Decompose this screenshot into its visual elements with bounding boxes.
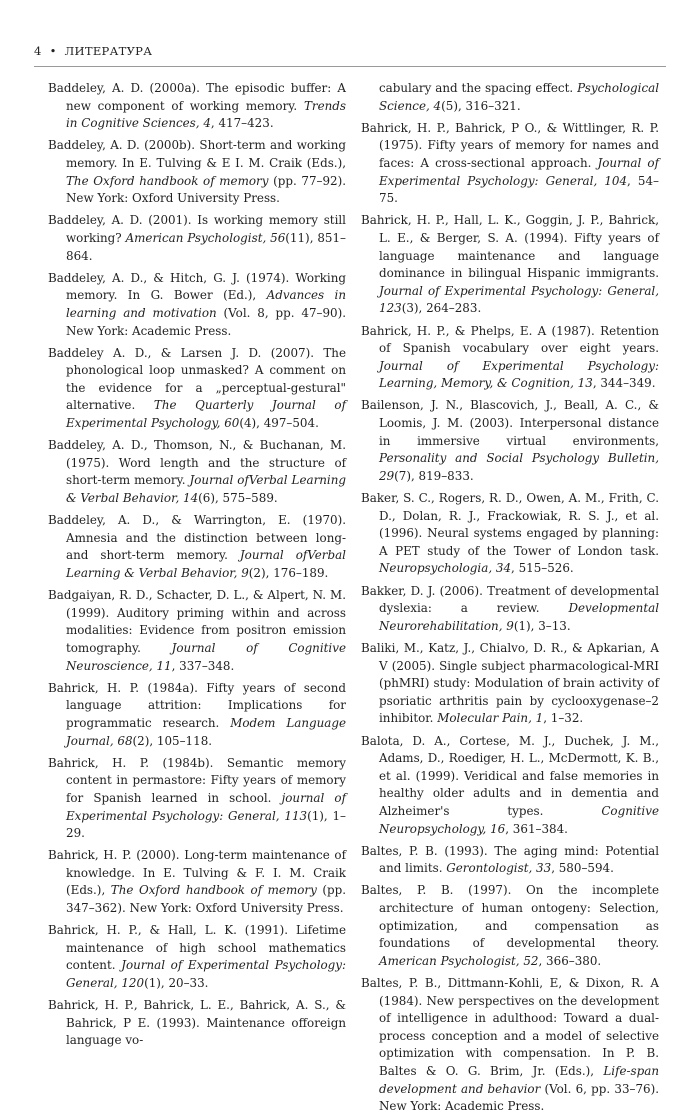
reference-entry: Bahrick, H. P., Hall, L. K., Goggin, J. P., Bahrick, L. E., & Berger, S. A. (1994). Fifty years of language maintenance and language dominance in bilingual Hispanic immigrants. Journal of Experimental Psychology: General, 123(3), 264–283. xyxy=(361,213,659,316)
reference-entry-continuation: cabulary and the spacing effect. Psychological Science, 4(5), 316–321. xyxy=(379,81,659,113)
reference-entry: Bahrick, H. P. (1984a). Fifty years of second language attrition: Implications for programmatic research. Modem Language Journal, 68(2), 105–118. xyxy=(48,680,346,748)
reference-entry: Bailenson, J. N., Blascovich, J., Beall, A. C., & Loomis, J. M. (2003). Interpersonal distance in immersive virtual environments, Personality and Social Psychology Bulletin, 29(7), 819–833. xyxy=(361,398,659,483)
reference-entry: Baddeley, A. D. (2000a). The episodic buffer: A new component of working memory. Trends in Cognitive Sciences, 4, 417–423. xyxy=(48,81,346,131)
reference-entry: Bahrick, H. P., & Hall, L. K. (1991). Lifetime maintenance of high school mathematics content. Journal of Experimental Psychology: General, 120(1), 20–33. xyxy=(48,923,346,991)
right-column xyxy=(361,80,659,1120)
reference-entry: Bahrick, H. P. (2000). Long-term maintenance of knowledge. In E. Tulving & F. I. M. Craik (Eds.), The Oxford handbook of memory (pp. 347–362). New York: Oxford University Press. xyxy=(48,848,347,916)
reference-entry: Bahrick, H. P., Bahrick, P O., & Wittlinger, R. P. (1975). Fifty years of memory for names and faces: A cross-sectional approach. Journal of Experimental Psychology: General, 104, 54–75. xyxy=(361,120,659,206)
reference-entry: Bahrick, H. P., & Phelps, E. A (1987). Retention of Spanish vocabulary over eight years. Journal of Experimental Psychology: Learning, Memory, & Cognition, 13, 344–349. xyxy=(361,323,659,391)
reference-entry: Baddeley, A. D. (2000b). Short-term and working memory. In E. Tulving & E I. M. Craik (Eds.), The Oxford handbook of memory (pp. 77–92). New York: Oxford University Press. xyxy=(48,138,346,206)
reference-entry: Baddeley, A. D., Thomson, N., & Buchanan, M. (1975). Word length and the structure of short-term memory. Journal ofVerbal Learning & Verbal Behavior, 14(6), 575–589. xyxy=(48,438,346,506)
reference-entry: Baltes, P. B. (1997). On the incomplete architecture of human ontogeny: Selection, optimization, and compensation as foundations of developmental theory. American Psychologist, 52, 366–380. xyxy=(361,883,659,968)
header-separator: • xyxy=(49,44,57,58)
reference-entry: Bakker, D. J. (2006). Treatment of developmental dyslexia: a review. Developmental Neurorehabilitation, 9(1), 3–13. xyxy=(361,583,659,633)
reference-entry: Baltes, P. B. (1993). The aging mind: Potential and limits. Gerontologist, 33, 580–594. xyxy=(361,843,659,876)
left-column xyxy=(48,80,346,1055)
running-header xyxy=(34,44,152,58)
reference-entry: Bahrick, H. P. (1984b). Semantic memory content in permastore: Fifty years of memory for Spanish learned in school. journal of Experimental Psychology: General, 113(1), 1–29. xyxy=(48,755,346,841)
reference-entry: Baddeley A. D., & Larsen J. D. (2007). The phonological loop unmasked? A comment on the evidence for a „perceptual-gestural" alternative. The Quarterly Journal of Experimental Psychology, 60(4), 497–504. xyxy=(48,345,346,431)
reference-entry: Baker, S. C., Rogers, R. D., Owen, A. M., Frith, C. D., Dolan, R. J., Frackowiak, R. S. J., et al. (1996). Neural systems engaged by planning: A PET study of the Tower of London task. Neuropsychologia, 34, 515–526. xyxy=(361,491,659,576)
reference-entry: Bahrick, H. P., Bahrick, L. E., Bahrick, A. S., & Bahrick, P E. (1993). Maintenance offoreign language vo- xyxy=(48,998,346,1048)
reference-entry: Baddeley, A. D. (2001). Is working memory still working? American Psychologist, 56(11), 851–864. xyxy=(48,213,346,263)
reference-entry: Baltes, P. B., Dittmann-Kohli, E, & Dixon, R. A (1984). New perspectives on the development of intelligence in adulthood: Toward a dual-process conception and a model of selective optimization with compensation. In P. B. Baltes & O. G. Brim, Jr. (Eds.), Life-span development and behavior (Vol. 6, pp. 33–76). New York: Academic Press. xyxy=(361,976,659,1114)
reference-entry: Baliki, M., Katz, J., Chialvo, D. R., & Apkarian, A V (2005). Single subject pharmacological-MRI (phMRI) study: Modulation of brain activity of psoriatic arthritis pain by cyclooxygenase–2 inhibitor. Molecular Pain, 1, 1–32. xyxy=(361,640,659,726)
section-title: ЛИТЕРАТУРА xyxy=(64,44,153,58)
reference-entry: Baddeley, A. D., & Warrington, E. (1970). Amnesia and the distinction between long- and short-term memory. Journal ofVerbal Learning & Verbal Behavior, 9(2), 176–189. xyxy=(48,513,346,580)
reference-entry: Balota, D. A., Cortese, M. J., Duchek, J. M., Adams, D., Roediger, H. L., McDermott, K. B., et al. (1999). Veridical and false memories in healthy older adults and in dementia and Alzheimer's types. Cognitive Neuropsychology, 16, 361–384. xyxy=(361,733,659,836)
page-number: 4 xyxy=(34,44,42,58)
reference-entry: Badgaiyan, R. D., Schacter, D. L., & Alpert, N. M. (1999). Auditory priming within and across modalities: Evidence from positron emission tomography. Journal of Cognitive Neuroscience, 11, 337–348. xyxy=(48,588,346,673)
reference-entry: Baddeley, A. D., & Hitch, G. J. (1974). Working memory. In G. Bower (Ed.), Advances in learning and motivation (Vol. 8, pp. 47–90). New York: Academic Press. xyxy=(48,270,347,338)
header-rule xyxy=(34,66,666,67)
